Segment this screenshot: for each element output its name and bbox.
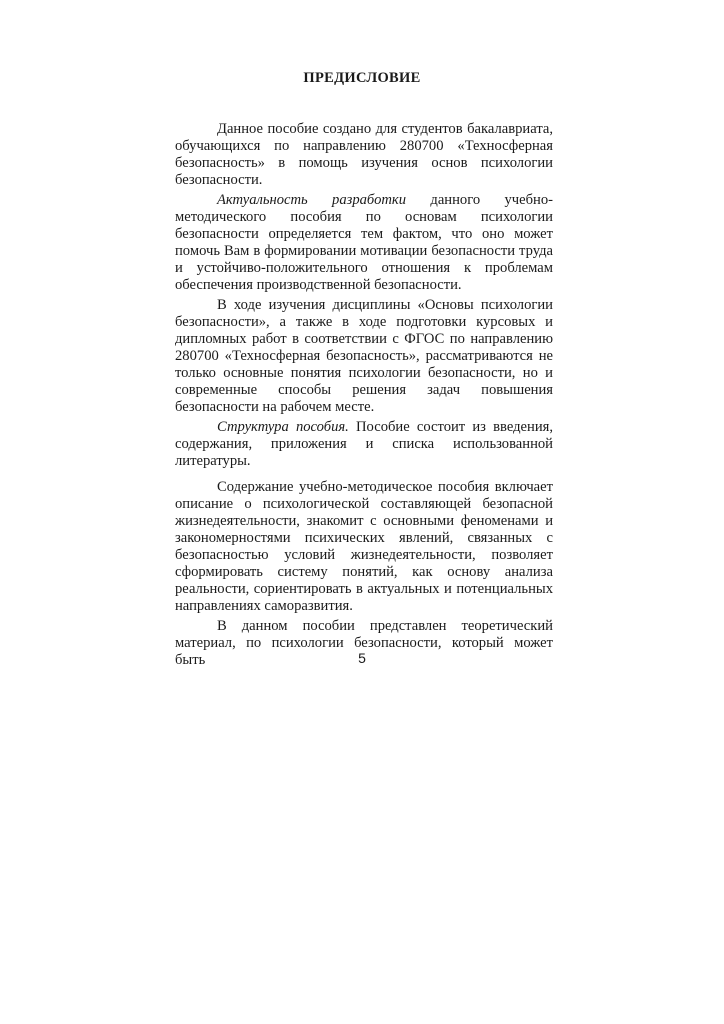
paragraph-content-text: Содержание учебно-методическое пособия включает описание о психологической составляющей безопасной жизнедеятельности, знакомит с основными феноменами и закономерностями психических явлений, связанных с безопасностью условий жизнедеятельности, позволяет сформировать систему понятий, как основу анализа реальности, сориентировать в актуальных и потенциальных направлениях саморазвития.: [175, 479, 553, 614]
paragraph-course-text: В ходе изучения дисциплины «Основы психологии безопасности», а также в ходе подготовки курсовых и дипломных работ в соответствии с ФГОС по направлению 280700 «Техносферная безопасность», рассматриваются не только основные понятия психологии безопасности, но и современные способы решения задач повышения безопасности на рабочем месте.: [175, 297, 553, 415]
page-title: ПРЕДИСЛОВИЕ: [303, 70, 421, 86]
relevance-heading: Актуальность разработки: [217, 192, 407, 208]
paragraph-course: [175, 297, 553, 416]
paragraph-structure: [175, 419, 553, 470]
paragraph-relevance-text: данного учебно-методического пособия по основам психологии безопасности определяется тем фактом, что оно может помочь Вам в формировании мотивации безопасности труда и устойчиво-положительного отношения к проблемам обеспечения производственной безопасности.: [175, 192, 553, 293]
paragraph-intro: [175, 121, 553, 189]
structure-heading: Структура пособия.: [217, 419, 349, 435]
body-text: [175, 121, 553, 669]
paragraph-material-text: В данном пособии представлен теоретический материал, по психологии безопасности, который может быть: [175, 618, 553, 668]
page-number: 5: [358, 650, 366, 666]
paragraph-intro-text: Данное пособие создано для студентов бакалавриата, обучающихся по направлению 280700 «Техносферная безопасность» в помощь изучения основ психологии безопасности.: [175, 121, 553, 188]
paragraph-structure-text: Пособие состоит из введения, содержания, приложения и списка использованной литературы.: [175, 419, 553, 469]
paragraph-relevance: [175, 192, 553, 294]
paragraph-content: [175, 479, 553, 615]
